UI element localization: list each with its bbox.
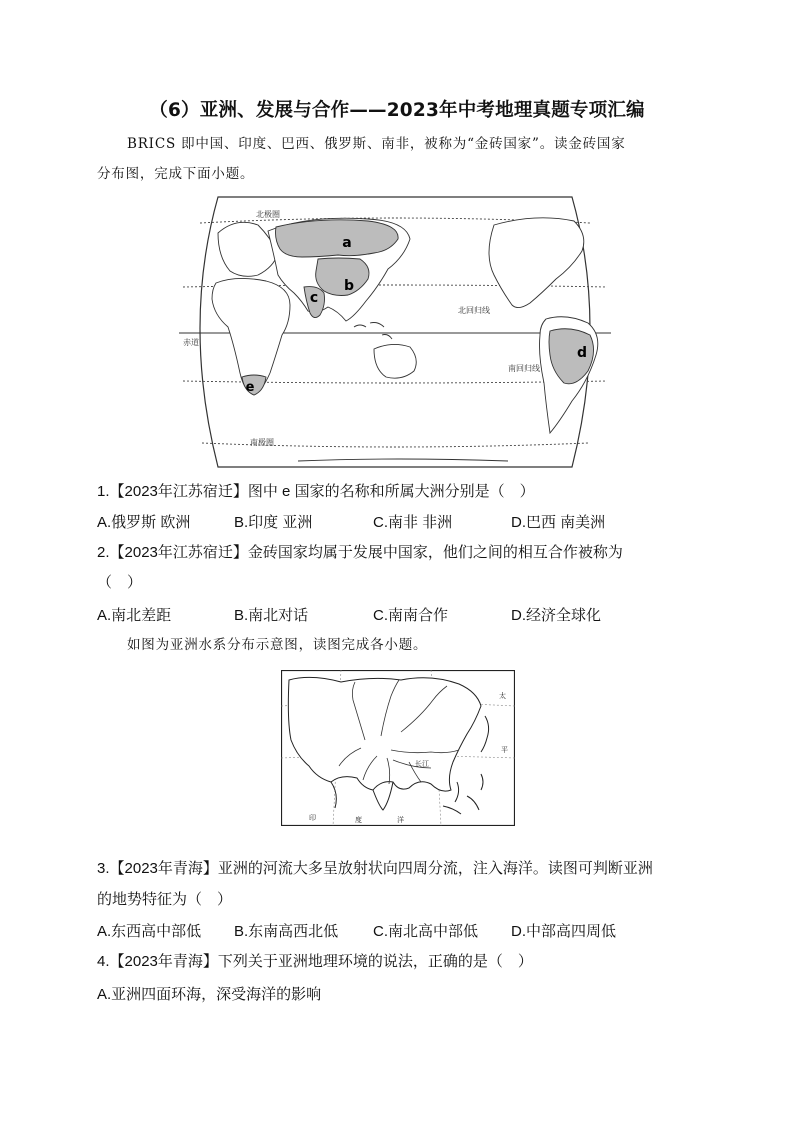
country-russia [276,220,399,257]
label-equator: 赤道 [183,338,199,347]
label-arctic-circle: 北极圈 [256,210,280,219]
label-tropic-cancer: 北回归线 [458,306,490,315]
label-pacific-1: 太 [499,692,506,700]
question-3: 3.【2023年青海】亚洲的河流大多呈放射状向四周分流，注入海洋。读图可判断亚洲 [97,860,653,877]
question-1: 1.【2023年江苏宿迁】图中 e 国家的名称和所属大洲分别是（ ） [97,483,535,500]
question-3-option-a[interactable]: A.东西高中部低 [97,923,202,940]
country-letter-a: a [342,235,352,251]
intro-asia-map: 如图为亚洲水系分布示意图，读图完成各小题。 [127,637,428,653]
question-1-option-c[interactable]: C.南非 非洲 [373,514,453,531]
label-antarctic-circle: 南极圈 [250,438,274,447]
question-4: 4.【2023年青海】下列关于亚洲地理环境的说法，正确的是（ ） [97,953,533,970]
question-2: 2.【2023年江苏宿迁】金砖国家均属于发展中国家，他们之间的相互合作被称为 [97,544,623,561]
country-letter-d: d [576,345,588,361]
asia-drainage-map [281,670,515,826]
label-indian-2: 度 [355,816,362,824]
country-letter-b: b [343,278,355,294]
question-3-option-d[interactable]: D.中部高四周低 [511,923,617,940]
label-indian-1: 印 [309,814,316,822]
question-2-blank: （ ） [97,574,143,591]
question-2-option-a[interactable]: A.南北差距 [97,607,172,624]
question-3-option-c[interactable]: C.南北高中部低 [373,923,479,940]
brics-world-map [178,195,612,469]
question-2-option-d[interactable]: D.经济全球化 [511,607,602,624]
question-2-option-b[interactable]: B.南北对话 [234,607,309,624]
intro-line-1: BRICS 即中国、印度、巴西、俄罗斯、南非，被称为“金砖国家”。读金砖国家 [127,136,626,152]
question-3-option-b[interactable]: B.东南高西北低 [234,923,339,940]
intro-line-2: 分布图，完成下面小题。 [97,166,255,182]
question-1-option-b[interactable]: B.印度 亚洲 [234,514,313,531]
label-indian-3: 洋 [397,816,404,824]
question-3-line-2: 的地势特征为（ ） [97,891,233,908]
label-yangtze: 长江 [415,760,429,768]
country-letter-e: e [245,380,255,395]
country-letter-c: c [309,290,319,306]
page-title: （6）亚洲、发展与合作——2023年中考地理真题专项汇编 [149,100,645,121]
question-2-option-c[interactable]: C.南南合作 [373,607,449,624]
question-4-option-a[interactable]: A.亚洲四面环海，深受海洋的影响 [97,986,322,1003]
question-1-option-a[interactable]: A.俄罗斯 欧洲 [97,514,191,531]
label-tropic-capricorn: 南回归线 [508,364,540,373]
question-1-option-d[interactable]: D.巴西 南美洲 [511,514,606,531]
label-pacific-2: 平 [501,746,508,754]
